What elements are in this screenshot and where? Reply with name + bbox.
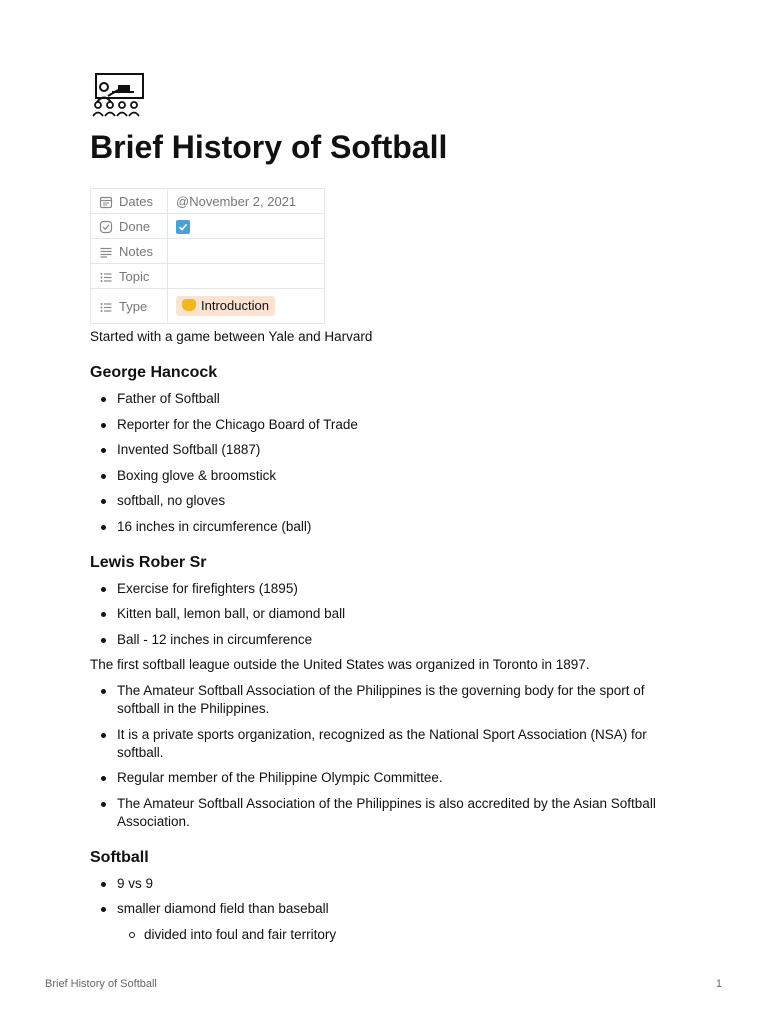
checkbox-icon xyxy=(99,220,113,234)
list-item: Father of Softball xyxy=(90,390,690,408)
softball-list xyxy=(90,875,690,944)
footer-page-number: 1 xyxy=(715,978,722,990)
league-paragraph: The first softball league outside the United States was organized in Toronto in 1897. xyxy=(90,657,590,672)
list-item: It is a private sports organization, recognized as the National Sport Association (NSA) for softball. xyxy=(90,726,690,762)
list-icon xyxy=(99,270,113,284)
heading-lewis-rober: Lewis Rober Sr xyxy=(90,553,207,571)
intro-paragraph: Started with a game between Yale and Harvard xyxy=(90,329,373,344)
page-title: Brief History of Softball xyxy=(90,129,448,165)
text-lines-icon xyxy=(99,245,113,259)
list-item: Invented Softball (1887) xyxy=(90,441,690,459)
property-label: Dates xyxy=(119,193,153,209)
done-checkbox[interactable] xyxy=(176,220,190,234)
property-label: Notes xyxy=(119,243,153,259)
properties-table xyxy=(90,188,325,324)
property-row-done[interactable] xyxy=(91,214,325,239)
list-item: Boxing glove & broomstick xyxy=(90,467,690,485)
list-item: The Amateur Softball Association of the Philippines is the governing body for the sport of softball in the Philippines. xyxy=(90,682,690,718)
property-label: Topic xyxy=(119,268,150,284)
list-item: The Amateur Softball Association of the Philippines is also accredited by the Asian Softball Association. xyxy=(90,795,690,831)
list-item: 16 inches in circumference (ball) xyxy=(90,518,690,536)
rober-list xyxy=(90,580,690,649)
list-item: Kitten ball, lemon ball, or diamond ball xyxy=(90,605,690,623)
list-item: softball, no gloves xyxy=(90,492,690,510)
heading-george-hancock: George Hancock xyxy=(90,364,218,381)
handshake-icon xyxy=(182,299,196,311)
calendar-icon xyxy=(99,195,113,209)
list-item: Ball - 12 inches in circumference xyxy=(90,631,690,649)
list-item: Exercise for firefighters (1895) xyxy=(90,580,690,598)
list-item: smaller diamond field than baseball xyxy=(90,900,690,918)
property-value-notes[interactable] xyxy=(168,239,325,264)
philippines-list xyxy=(90,682,690,831)
list-item: Regular member of the Philippine Olympic Committee. xyxy=(90,769,690,787)
property-row-dates[interactable] xyxy=(91,189,325,214)
hancock-list xyxy=(90,390,690,536)
property-row-type[interactable] xyxy=(91,289,325,324)
footer-title: Brief History of Softball xyxy=(45,978,157,990)
property-value-dates[interactable]: @November 2, 2021 xyxy=(168,189,325,214)
sub-list-item: divided into foul and fair territory xyxy=(90,926,690,944)
property-value-topic[interactable] xyxy=(168,264,325,289)
presentation-teacher-icon xyxy=(90,72,146,118)
list-item: 9 vs 9 xyxy=(90,875,690,893)
heading-softball: Softball xyxy=(90,848,149,866)
list-item: Reporter for the Chicago Board of Trade xyxy=(90,416,690,434)
property-label: Type xyxy=(119,298,148,314)
property-label: Done xyxy=(119,218,151,234)
type-tag-introduction[interactable] xyxy=(176,296,275,316)
tag-label: Introduction xyxy=(201,298,269,313)
property-row-notes[interactable] xyxy=(91,239,325,264)
list-icon xyxy=(99,300,113,314)
document-body xyxy=(90,328,690,951)
property-row-topic[interactable] xyxy=(91,264,325,289)
